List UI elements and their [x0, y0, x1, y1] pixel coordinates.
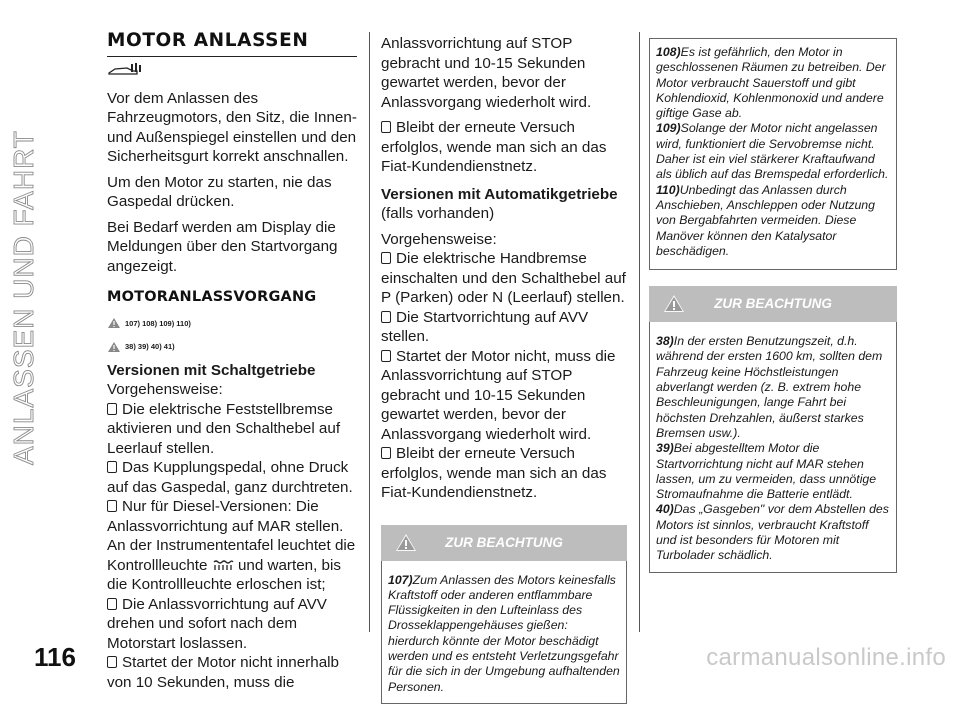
- continued-paragraph: Anlassvorrichtung auf STOP gebracht und 10-15 Sekunden gewartet werden, bevor der Anlassvorgang wiederholt wird.: [381, 35, 592, 111]
- procedure-label: Vorgehensweise:: [381, 230, 497, 248]
- note-number: 40): [656, 502, 674, 517]
- step-item: Nur für Diesel-Versionen: Die Anlassvorrichtung auf MAR stellen. An der Instrumententafel leuchtet die Kontrollleuchte und warten, bis die Kontrollleuchte erloschen ist;: [107, 498, 356, 593]
- column-3: [649, 38, 897, 573]
- note-number: 109): [656, 121, 681, 136]
- subheading-manual: Versionen mit Schaltgetriebe: [107, 361, 316, 379]
- note-banner-label: ZUR BEACHTUNG: [714, 296, 832, 312]
- checkbox-bullet-icon: [381, 447, 391, 459]
- glow-plug-icon: [212, 559, 234, 571]
- step-item: Bleibt der erneute Versuch erfolglos, wende man sich an das Fiat-Kundendienstnetz.: [381, 119, 607, 175]
- title-rule: [107, 56, 357, 57]
- step-item: Die elektrische Feststellbremse aktivieren und den Schalthebel auf Leerlauf stellen.: [107, 400, 341, 457]
- checkbox-bullet-icon: [107, 598, 117, 610]
- note-text: Das „Gasgeben" vor dem Abstellen des Motors ist sinnlos, verbraucht Kraftstoff und ist besonders für Motoren mit Turbolader schädlich.: [656, 502, 889, 563]
- procedure-label: Vorgehensweise:: [107, 381, 223, 398]
- note-text: In der ersten Benutzungszeit, d.h. während der ersten 1600 km, sollten dem Fahrzeug keine Höchstleistungen abverlangt werden (z. B. extrem hohe Beschleunigungen, lange Fahrt bei höchsten Drehzahlen, äußerst starkes Bremsen usw.).: [656, 334, 883, 440]
- checkbox-bullet-icon: [381, 252, 391, 264]
- note-text: Unbedingt das Anlassen durch Anschieben, Anschleppen oder Nutzung von Bergabfahrten vermeiden. Diese Manöver können den Katalysator beschädigen.: [656, 182, 875, 258]
- checkbox-bullet-icon: [381, 350, 391, 362]
- chapter-side-title: ANLASSEN UND FAHRT: [8, 130, 39, 465]
- warning-banner-label: ZUR BEACHTUNG: [445, 534, 563, 550]
- intro-paragraph-3: Bei Bedarf werden am Display die Meldungen über den Startvorgang angezeigt.: [107, 218, 338, 275]
- step-item: Die Startvorrichtung auf AVV stellen.: [381, 308, 589, 345]
- step-item: Startet der Motor nicht, muss die Anlassvorrichtung auf STOP gebracht und 10-15 Sekunden gewartet werden, bevor der Anlassvorgang wiederholt wird.: [381, 347, 616, 443]
- step-item: Das Kupplungspedal, ohne Druck auf das Gaspedal, ganz durchtreten.: [107, 459, 353, 496]
- checkbox-bullet-icon: [381, 121, 391, 133]
- note-number: 39): [656, 441, 674, 456]
- section-title: MOTORANLASSVORGANG: [107, 289, 317, 305]
- checkbox-bullet-icon: [107, 500, 117, 512]
- note-triangle-icon: [107, 341, 121, 353]
- note-number: 107): [388, 572, 413, 587]
- warning-triangle-icon: [107, 317, 121, 329]
- checkbox-bullet-icon: [107, 403, 117, 415]
- subheading-note: (falls vorhanden): [381, 205, 495, 222]
- note-text: Solange der Motor nicht angelassen wird, funktioniert die Servobremse nicht. Daher ist ein viel stärkerer Kraftaufwand als üblich auf das Bremspedal erforderlich.: [656, 121, 889, 182]
- caution-note-box: [649, 322, 897, 572]
- checkbox-bullet-icon: [107, 656, 117, 668]
- note-text: Es ist gefährlich, den Motor in geschlossenen Räumen zu betreiben. Der Motor verbraucht Sauerstoff und gibt Kohlendioxid, Kohlenmonoxid und andere giftige Gase ab.: [656, 45, 886, 121]
- warning-triangle-icon: [395, 533, 417, 552]
- intro-paragraph-1: Vor dem Anlassen des Fahrzeugmotors, den Sitz, die Innen- und Außenspiegel einstellen und den Sicherheitsgurt korrekt anschnallen.: [107, 89, 357, 165]
- checkbox-bullet-icon: [107, 461, 117, 473]
- column-1: [107, 30, 357, 692]
- checkbox-bullet-icon: [381, 311, 391, 323]
- intro-paragraph-2: Um den Motor zu starten, nie das Gaspedal drücken.: [107, 173, 332, 210]
- note-banner: [649, 286, 897, 322]
- note-number: 38): [656, 334, 674, 349]
- car-engine-icon: [107, 63, 143, 77]
- note-text: Zum Anlassen des Motors keinesfalls Kraftstoff oder anderen entflammbare Flüssigkeiten in den Lufteinlass des Drosseklappengehäuses gießen: hierdurch könnte der Motor beschädigt werden und es entsteht Verletzungsgefahr für die sich in der Umgebung aufhaltenden Personen.: [388, 572, 620, 694]
- page-number: 116: [34, 642, 76, 672]
- warning-banner: [381, 525, 627, 561]
- note-reference-numbers: 38) 39) 40) 41): [125, 342, 175, 351]
- column-2: [381, 34, 627, 704]
- watermark: carmanualsonline.info: [706, 644, 946, 671]
- note-number: 110): [656, 182, 680, 197]
- step-item: Startet der Motor nicht innerhalb von 10 Sekunden, muss die: [107, 654, 339, 691]
- subheading-automatic: Versionen mit Automatikgetriebe: [381, 185, 618, 203]
- warning-reference-numbers: 107) 108) 109) 110): [125, 318, 191, 328]
- column-divider-2: [639, 32, 640, 632]
- warning-notes-box: [649, 38, 897, 270]
- warning-reference: [107, 314, 357, 334]
- warning-triangle-icon: [663, 294, 685, 313]
- column-divider-1: [369, 32, 370, 632]
- warning-note-box: [381, 561, 627, 704]
- step-item: Die Anlassvorrichtung auf AVV drehen und sofort nach dem Motorstart loslassen.: [107, 595, 327, 652]
- page-title: MOTOR ANLASSEN: [107, 30, 309, 51]
- note-number: 108): [656, 45, 681, 59]
- step-item: Die elektrische Handbremse einschalten und den Schalthebel auf P (Parken) oder N (Leerlauf) stellen.: [381, 250, 626, 306]
- note-text: Bei abgestelltem Motor die Startvorrichtung nicht auf MAR stehen lassen, um zu vermeiden, dass unnötige Stromaufnahme die Batterie entlädt.: [656, 441, 877, 502]
- note-reference: [107, 337, 357, 357]
- step-item: Bleibt der erneute Versuch erfolglos, wende man sich an das Fiat-Kundendienstnetz.: [381, 445, 607, 501]
